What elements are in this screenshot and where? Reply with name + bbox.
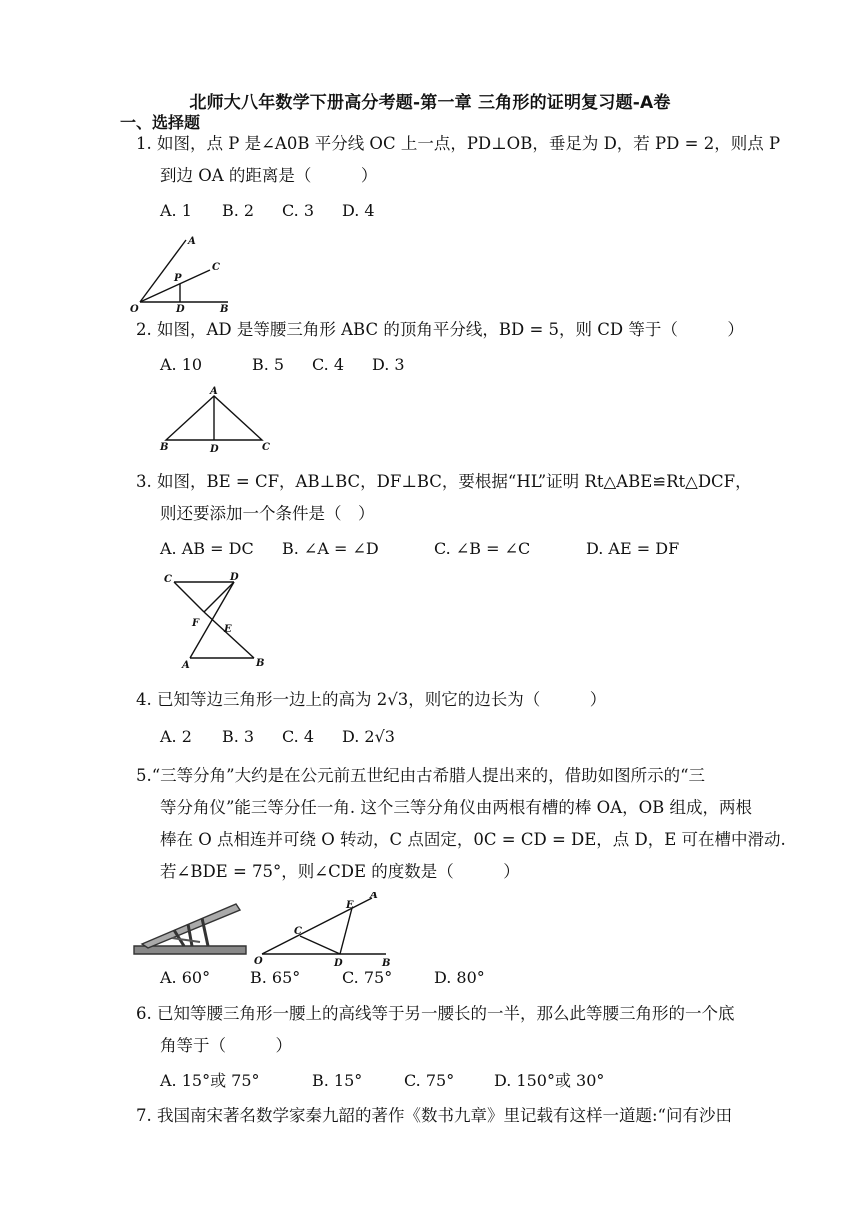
q1-label-d: D	[176, 304, 185, 315]
q6-option-d: D. 150°或 30°	[494, 1071, 605, 1090]
q1-option-d: D. 4	[342, 201, 375, 220]
q1-option-b: B. 2	[222, 201, 255, 220]
q4-option-c: C. 4	[282, 727, 315, 746]
q5-trisector-device-photo	[128, 896, 252, 966]
q5-text-line2: 等分角仪”能三等分任一角. 这个三等分角仪由两根有槽的棒 OA，OB 组成，两根	[160, 798, 753, 817]
section-heading: 一、选择题	[120, 113, 201, 132]
q2-option-c: C. 4	[312, 355, 345, 374]
q6-option-a: A. 15°或 75°	[160, 1071, 260, 1090]
q3-congruent-triangles-figure	[160, 568, 272, 672]
q3-label-a: A	[182, 660, 190, 671]
q2-text-line1: 2. 如图，AD 是等腰三角形 ABC 的顶角平分线，BD = 5，则 CD 等于（ ）	[136, 320, 744, 339]
q5-trisection-figure	[252, 892, 392, 968]
q2-option-a: A. 10	[160, 355, 203, 374]
q2-label-a: A	[210, 386, 218, 397]
q5-label-b: B	[382, 958, 391, 968]
q6-option-b: B. 15°	[312, 1071, 363, 1090]
q4-option-b: B. 3	[222, 727, 255, 746]
q5-option-a: A. 60°	[160, 968, 211, 987]
q5-text-line1: 5.“三等分角”大约是在公元前五世纪由古希腊人提出来的，借助如图所示的“三	[136, 766, 706, 785]
q1-label-c: C	[212, 262, 220, 273]
q5-label-a: A	[370, 892, 378, 901]
q1-label-b: B	[220, 304, 229, 315]
q3-text-line1: 3. 如图，BE = CF，AB⊥BC，DF⊥BC，要根据“HL”证明 Rt△ABE≌Rt△DCF，	[136, 472, 752, 491]
q4-text-line1: 4. 已知等边三角形一边上的高为 2√3，则它的边长为（ ）	[136, 690, 607, 709]
q6-option-c: C. 75°	[404, 1071, 455, 1090]
page-title: 北师大八年数学下册高分考题-第一章 三角形的证明复习题-A卷	[189, 93, 671, 113]
q5-label-o: O	[254, 956, 263, 967]
q1-option-a: A. 1	[160, 201, 192, 220]
q2-label-d: D	[210, 444, 219, 455]
q4-option-a: A. 2	[160, 727, 192, 746]
q5-label-d: D	[334, 958, 343, 968]
q6-text-line1: 6. 已知等腰三角形一腰上的高线等于另一腰长的一半，那么此等腰三角形的一个底	[136, 1004, 735, 1023]
q4-option-d: D. 2√3	[342, 727, 395, 746]
q1-option-c: C. 3	[282, 201, 315, 220]
q2-option-b: B. 5	[252, 355, 285, 374]
q1-angle-bisector-figure	[128, 232, 240, 316]
q7-text-line1: 7. 我国南宋著名数学家秦九韶的著作《数书九章》里记载有这样一道题:“问有沙田	[136, 1106, 732, 1125]
q3-label-c: C	[164, 574, 172, 585]
q3-label-b: B	[256, 658, 265, 669]
q2-isosceles-triangle-figure	[158, 384, 278, 456]
q3-option-c: C. ∠B = ∠C	[434, 539, 531, 558]
q1-text-line2: 到边 OA 的距离是（ ）	[160, 166, 378, 185]
q1-text-line1: 1. 如图，点 P 是∠A0B 平分线 OC 上一点，PD⊥OB，垂足为 D，若 PD = 2，则点 P	[136, 134, 781, 153]
q6-text-line2: 角等于（ ）	[160, 1036, 292, 1055]
q3-label-f: F	[192, 618, 200, 629]
q5-option-c: C. 75°	[342, 968, 393, 987]
q5-text-line3: 棒在 O 点相连并可绕 O 转动，C 点固定，0C = CD = DE，点 D，E 可在槽中滑动.	[160, 830, 786, 849]
q2-option-d: D. 3	[372, 355, 405, 374]
q3-label-d: D	[230, 572, 239, 583]
q5-text-line4: 若∠BDE = 75°，则∠CDE 的度数是（ ）	[160, 862, 520, 881]
q5-label-c: C	[294, 926, 302, 937]
q1-label-o: O	[130, 304, 139, 315]
q3-option-b: B. ∠A = ∠D	[282, 539, 379, 558]
q3-text-line2: 则还要添加一个条件是（ ）	[160, 504, 375, 523]
q5-option-b: B. 65°	[250, 968, 301, 987]
q3-option-d: D. AE = DF	[586, 539, 680, 558]
q1-label-p: P	[174, 273, 182, 284]
q5-option-d: D. 80°	[434, 968, 485, 987]
q5-label-e: E	[346, 900, 354, 911]
q3-option-a: A. AB = DC	[160, 539, 254, 558]
q1-label-a: A	[188, 236, 196, 247]
q2-label-b: B	[160, 442, 169, 453]
q3-label-e: E	[224, 624, 232, 635]
q2-label-c: C	[262, 442, 270, 453]
